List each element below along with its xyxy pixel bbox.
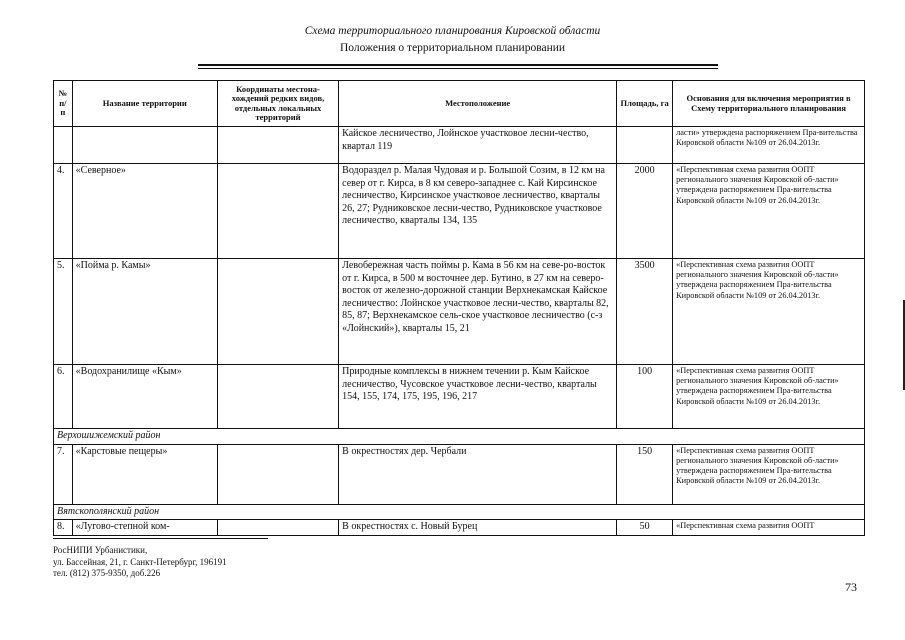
cell-basis: «Перспективная схема развития ООПТ [673,520,865,536]
col-header-basis: Основания для включения мероприятия в Схему территориального планирования [673,81,865,127]
territories-table [53,80,865,536]
document-title: Схема территориального планирования Кировской области [304,25,601,37]
table-header-row [54,81,865,127]
table-row [54,365,865,429]
footer-phone: тел. (812) 375-9350, доб.226 [53,568,161,578]
table-row [54,127,865,164]
cell-num: 5. [54,259,73,365]
cell-basis: «Перспективная схема развития ООПТ регионального значения Кировской об-ласти» утверждена распоряжением Пра-вительства Кировской области №109 от 26.04.2013г. [673,164,865,259]
table-row [54,520,865,536]
cell-area: 100 [617,365,673,429]
cell-area: 50 [617,520,673,536]
cell-name: «Водохранилище «Кым» [72,365,217,429]
footer-rule [53,538,268,539]
footer-org: РосНИПИ Урбанистики, [53,545,148,555]
cell-basis: «Перспективная схема развития ООПТ регионального значения Кировской об-ласти» утверждена распоряжением Пра-вительства Кировской области №109 от 26.04.2013г. [673,259,865,365]
cell-basis: «Перспективная схема развития ООПТ регионального значения Кировской об-ласти» утверждена распоряжением Пра-вительства Кировской области №109 от 26.04.2013г. [673,444,865,504]
cell-num: 7. [54,444,73,504]
col-header-num: № п/п [54,81,73,127]
district-heading: Вятскополянский район [54,504,865,520]
cell-basis: ласти» утверждена распоряжением Пра-вительства Кировской области №109 от 26.04.2013г. [673,127,865,164]
footer-address: ул. Бассейная, 21, г. Санкт-Петербург, 196191 [53,556,227,567]
cell-name: «Северное» [72,164,217,259]
table-row [54,444,865,504]
cell-location: В окрестностях дер. Чербали [339,444,617,504]
cell-area: 150 [617,444,673,504]
cell-num: 8. [54,520,73,536]
cell-area: 2000 [617,164,673,259]
cell-location: Кайское лесничество, Лойнское участковое лесни-чество, квартал 119 [339,127,617,164]
cell-location: Левобережная часть поймы р. Кама в 56 км на севе-ро-восток от г. Кирса, в 500 м восточнее дер. Бутино, в 27 км на северо-восток от железно-дорожной станции Верхнекамская Кайское лесничество: Лойнское участковое лесни-чество, кварталы 82, 85, 87; Верхнекамское сель-ское участковое лесничество (с-з «Лойнский»), кварталы 15, 21 [339,259,617,365]
district-row [54,504,865,520]
cell-location: В окрестностях с. Новый Бурец [339,520,617,536]
document-subtitle: Положения о территориальном планировании [339,42,566,54]
col-header-name: Название территории [72,81,217,127]
header-rule [198,64,718,66]
cell-area: 3500 [617,259,673,365]
cell-location: Водораздел р. Малая Чудовая и р. Большой Созим, в 12 км на север от г. Кирса, в 8 км северо-западнее с. Кай Кирсинское лесничество, Кирсинское участковое лесничество, кварталы 26, 27; Рудниковское лесни-чество, Рудниковское участковое лесничество, кварталы 134, 135 [339,164,617,259]
district-row [54,429,865,445]
footer [53,545,227,580]
cell-name: «Карстовые пещеры» [72,444,217,504]
table-row [54,164,865,259]
cell-name: «Лугово-степной ком- [72,520,217,536]
cell-num: 4. [54,164,73,259]
cell-name: «Пойма р. Камы» [72,259,217,365]
table-row [54,259,865,365]
district-heading: Верхошижемский район [54,429,865,445]
page-number: 73 [845,580,857,594]
cell-num: 6. [54,365,73,429]
cell-location: Природные комплексы в нижнем течении р. Кым Кайское лесничество, Чусовское участковое лесни-чество, кварталы 154, 155, 174, 175, 195, 196, 217 [339,365,617,429]
cell-basis: «Перспективная схема развития ООПТ регионального значения Кировской об-ласти» утверждена распоряжением Пра-вительства Кировской области №109 от 26.04.2013г. [673,365,865,429]
header-rule-thin [198,68,718,69]
col-header-coords: Координаты местона-хождений редких видов, отдельных локальных территорий [217,81,338,127]
col-header-location: Местоположение [339,81,617,127]
col-header-area: Площадь, га [617,81,673,127]
